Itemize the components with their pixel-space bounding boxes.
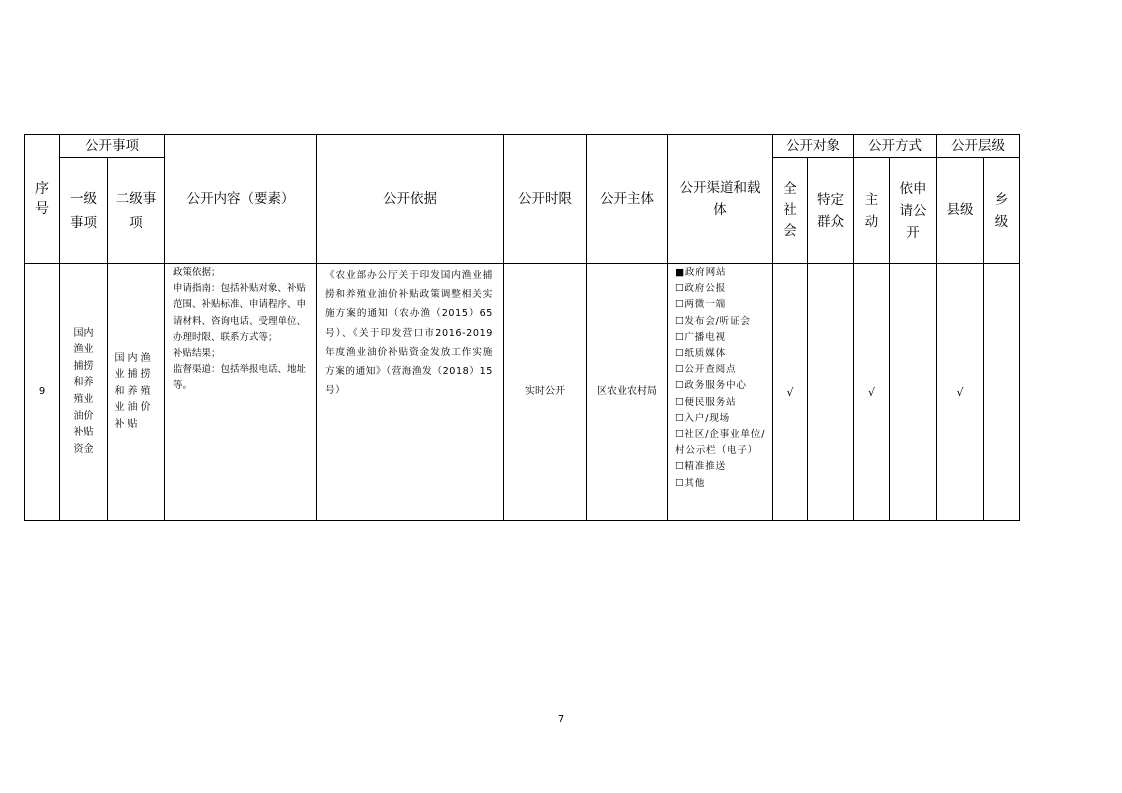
row-method-apply <box>890 264 937 521</box>
row-basis-cell <box>317 264 504 521</box>
header-level-county: 县级 <box>937 158 984 264</box>
header-level1: 一级事项 <box>70 190 97 231</box>
channel-item: ☐便民服务站 <box>675 396 737 408</box>
channel-item: ☐其他 <box>675 477 706 489</box>
row-level-township <box>984 264 1020 521</box>
table-row <box>25 264 1020 521</box>
header-method-apply-cell <box>890 158 937 264</box>
header-seq <box>25 135 60 264</box>
header-time-limit: 公开时限 <box>504 135 587 264</box>
header-subject: 公开主体 <box>587 135 668 264</box>
channel-list <box>668 264 772 492</box>
row-content-cell <box>165 264 317 521</box>
row-subject: 区农业农村局 <box>597 386 657 397</box>
header-channels: 公开渠道和载体 <box>679 180 761 218</box>
header-channels-cell <box>668 135 773 264</box>
channel-item: ☐入户/现场 <box>675 412 731 424</box>
header-target-specific-cell <box>808 158 854 264</box>
channel-item: ☐精准推送 <box>675 461 726 473</box>
header-level-township: 乡级 <box>994 191 1009 230</box>
header-method-active: 主动 <box>864 191 879 230</box>
header-basis: 公开依据 <box>317 135 504 264</box>
header-seq-text: 序号 <box>35 181 49 217</box>
row-seq: 9 <box>25 264 60 521</box>
header-target-all: 全社会 <box>783 181 797 239</box>
page-number: 7 <box>557 714 565 725</box>
channel-item: ☐政务服务中心 <box>675 380 747 392</box>
channel-item: ☐纸质媒体 <box>675 348 726 360</box>
header-method: 公开方式 <box>854 135 937 158</box>
header-level1-cell <box>60 158 108 264</box>
channel-item: ☐政府公报 <box>675 283 726 295</box>
header-target: 公开对象 <box>773 135 854 158</box>
row-channels-cell <box>668 264 773 521</box>
channel-item: ☐两微一端 <box>675 299 726 311</box>
header-level2-cell <box>108 158 165 264</box>
row-time-limit: 实时公开 <box>504 264 587 521</box>
channel-item: ☐广播电视 <box>675 331 726 343</box>
header-content: 公开内容（要素） <box>165 135 317 264</box>
channel-item: ■政府网站 <box>675 267 727 278</box>
header-public-items: 公开事项 <box>60 135 165 158</box>
channel-item: ☐发布会/听证会 <box>675 315 751 327</box>
header-target-all-cell <box>773 158 808 264</box>
disclosure-table <box>24 134 1020 521</box>
row-level1-cell <box>60 264 108 521</box>
row-basis: 《农业部办公厅关于印发国内渔业捕捞和养殖业油价补贴政策调整相关实施方案的通知（农办渔（2015）65号）、《关于印发营口市2016-2019年度渔业油价补贴资金发放工作实施方案的通知》（营海渔发（2018）15号） <box>325 270 493 397</box>
row-target-specific <box>808 264 854 521</box>
header-method-apply: 依申请公开 <box>899 180 927 241</box>
row-method-active: √ <box>854 264 890 521</box>
header-level-township-cell <box>984 158 1020 264</box>
row-level2: 国内渔业捕捞和养殖业油价补贴 <box>114 352 154 430</box>
row-level1: 国内渔业捕捞和养殖业油价补贴资金 <box>73 327 94 455</box>
channel-item: ☐公开查阅点 <box>675 364 737 376</box>
channel-item: ☐社区/企事业单位/村公示栏（电子） <box>675 429 766 457</box>
row-subject-cell <box>587 264 668 521</box>
header-level: 公开层级 <box>937 135 1020 158</box>
header-level2: 二级事项 <box>115 190 157 231</box>
row-level2-cell <box>108 264 165 521</box>
header-method-active-cell <box>854 158 890 264</box>
row-level-county: √ <box>937 264 984 521</box>
row-content: 政策依据； 申请指南：包括补贴对象、补贴范围、补贴标准、申请程序、申请材料、咨询电话、受理单位、办理时限、联系方式等； 补贴结果； 监督渠道：包括举报电话、地址等。 <box>173 267 307 392</box>
header-target-specific: 特定群众 <box>817 191 844 230</box>
row-target-all: √ <box>773 264 808 521</box>
